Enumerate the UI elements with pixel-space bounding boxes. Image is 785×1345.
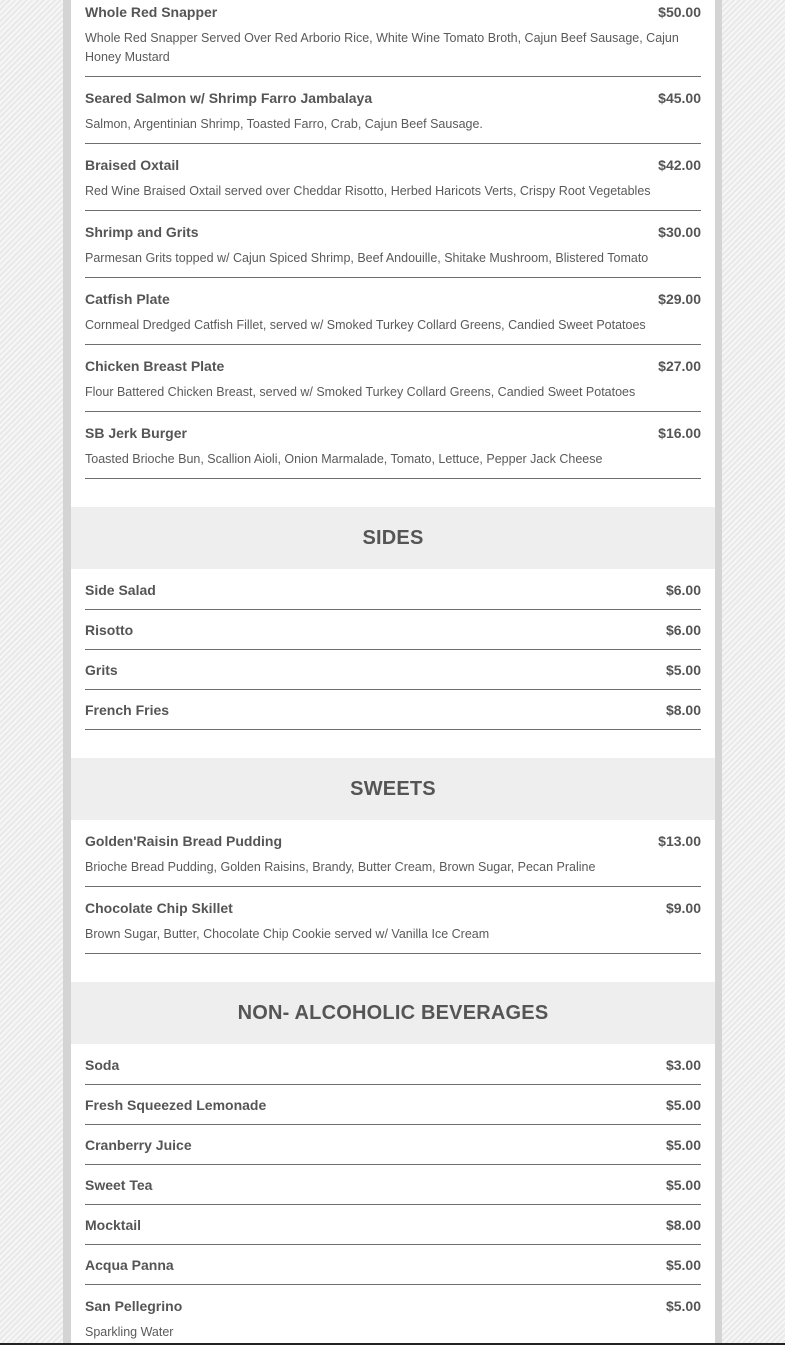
item-name: Mocktail [85, 1216, 142, 1233]
item-description: Brioche Bread Pudding, Golden Raisins, Brandy, Butter Cream, Brown Sugar, Pecan Praline [85, 860, 596, 874]
item-name: Sweet Tea [85, 1176, 153, 1193]
section-header-beverages [71, 982, 715, 1044]
item-price: $29.00 [658, 291, 701, 307]
item-price: $5.00 [665, 661, 701, 678]
item-price: $8.00 [665, 701, 701, 718]
menu-item[interactable] [85, 1125, 701, 1165]
item-price: $45.00 [658, 90, 701, 106]
item-name: Grits [85, 661, 118, 678]
item-price: $5.00 [665, 1298, 701, 1314]
item-price: $6.00 [665, 621, 701, 638]
item-description: Red Wine Braised Oxtail served over Cheddar Risotto, Herbed Haricots Verts, Crispy Root Vegetables [85, 184, 651, 198]
item-name: Risotto [85, 621, 134, 638]
item-name: SB Jerk Burger [85, 425, 187, 441]
item-price: $50.00 [658, 4, 701, 20]
menu-item[interactable] [85, 650, 701, 690]
item-price: $8.00 [665, 1216, 701, 1233]
item-name: Braised Oxtail [85, 157, 180, 173]
item-description: Brown Sugar, Butter, Chocolate Chip Cookie served w/ Vanilla Ice Cream [85, 927, 490, 941]
section-header-sweets [71, 758, 715, 820]
item-description: Parmesan Grits topped w/ Cajun Spiced Shrimp, Beef Andouille, Shitake Mushroom, Blistered Tomato [85, 251, 649, 265]
menu-panel [63, 0, 722, 1343]
item-description: Cornmeal Dredged Catfish Fillet, served w/ Smoked Turkey Collard Greens, Candied Sweet Potatoes [85, 318, 646, 332]
item-name: Catfish Plate [85, 291, 170, 307]
menu-item[interactable] [85, 77, 701, 144]
menu-item[interactable] [85, 345, 701, 412]
menu-item[interactable] [85, 412, 701, 479]
item-description: Toasted Brioche Bun, Scallion Aioli, Onion Marmalade, Tomato, Lettuce, Pepper Jack Cheese [85, 452, 603, 466]
menu-item[interactable] [85, 0, 701, 77]
menu-item[interactable] [85, 278, 701, 345]
menu-item[interactable] [85, 1046, 701, 1085]
entrees-list [71, 0, 715, 479]
item-name: Fresh Squeezed Lemonade [85, 1096, 267, 1113]
menu-item[interactable] [85, 211, 701, 278]
item-name: Golden'Raisin Bread Pudding [85, 833, 283, 849]
item-price: $3.00 [665, 1057, 701, 1073]
item-name: Cranberry Juice [85, 1136, 192, 1153]
sweets-list [71, 820, 715, 954]
section-spacer [71, 479, 715, 507]
menu-item[interactable] [85, 610, 701, 650]
item-price: $42.00 [658, 157, 701, 173]
item-description: Salmon, Argentinian Shrimp, Toasted Farro, Crab, Cajun Beef Sausage. [85, 117, 483, 131]
item-name: French Fries [85, 701, 170, 718]
item-name: Seared Salmon w/ Shrimp Farro Jambalaya [85, 90, 373, 106]
item-price: $13.00 [658, 833, 701, 849]
beverages-list [71, 1044, 715, 1343]
menu-item[interactable] [85, 144, 701, 211]
menu-card [71, 0, 715, 1343]
menu-item[interactable] [85, 571, 701, 610]
menu-item[interactable] [85, 690, 701, 730]
item-name: Whole Red Snapper [85, 4, 218, 20]
section-title: SWEETS [350, 777, 436, 800]
menu-item[interactable] [85, 1085, 701, 1125]
section-spacer [71, 730, 715, 758]
item-name: Shrimp and Grits [85, 224, 199, 240]
item-name: Chicken Breast Plate [85, 358, 225, 374]
item-description: Sparkling Water [85, 1325, 174, 1339]
item-name: San Pellegrino [85, 1298, 183, 1314]
item-price: $5.00 [665, 1096, 701, 1113]
item-price: $30.00 [658, 224, 701, 240]
item-name: Chocolate Chip Skillet [85, 900, 233, 916]
item-description: Flour Battered Chicken Breast, served w/ Smoked Turkey Collard Greens, Candied Sweet Potatoes [85, 385, 636, 399]
menu-item[interactable] [85, 1285, 701, 1343]
item-name: Soda [85, 1057, 120, 1073]
item-price: $5.00 [665, 1256, 701, 1273]
section-title: NON- ALCOHOLIC BEVERAGES [237, 1001, 549, 1024]
item-price: $5.00 [665, 1136, 701, 1153]
section-header-sides [71, 507, 715, 569]
item-name: Acqua Panna [85, 1256, 174, 1273]
sides-list [71, 569, 715, 730]
menu-item[interactable] [85, 1205, 701, 1245]
section-title: SIDES [362, 526, 424, 549]
item-price: $6.00 [665, 582, 701, 598]
menu-item[interactable] [85, 1245, 701, 1285]
item-price: $16.00 [658, 425, 701, 441]
item-price: $5.00 [665, 1176, 701, 1193]
section-spacer [71, 954, 715, 982]
item-price: $27.00 [658, 358, 701, 374]
item-description: Whole Red Snapper Served Over Red Arborio Rice, White Wine Tomato Broth, Cajun Beef Sausage, Cajun Honey Mustard [85, 31, 679, 64]
menu-item[interactable] [85, 1165, 701, 1205]
item-price: $9.00 [665, 900, 701, 916]
menu-item[interactable] [85, 820, 701, 887]
menu-item[interactable] [85, 887, 701, 954]
item-name: Side Salad [85, 582, 156, 598]
